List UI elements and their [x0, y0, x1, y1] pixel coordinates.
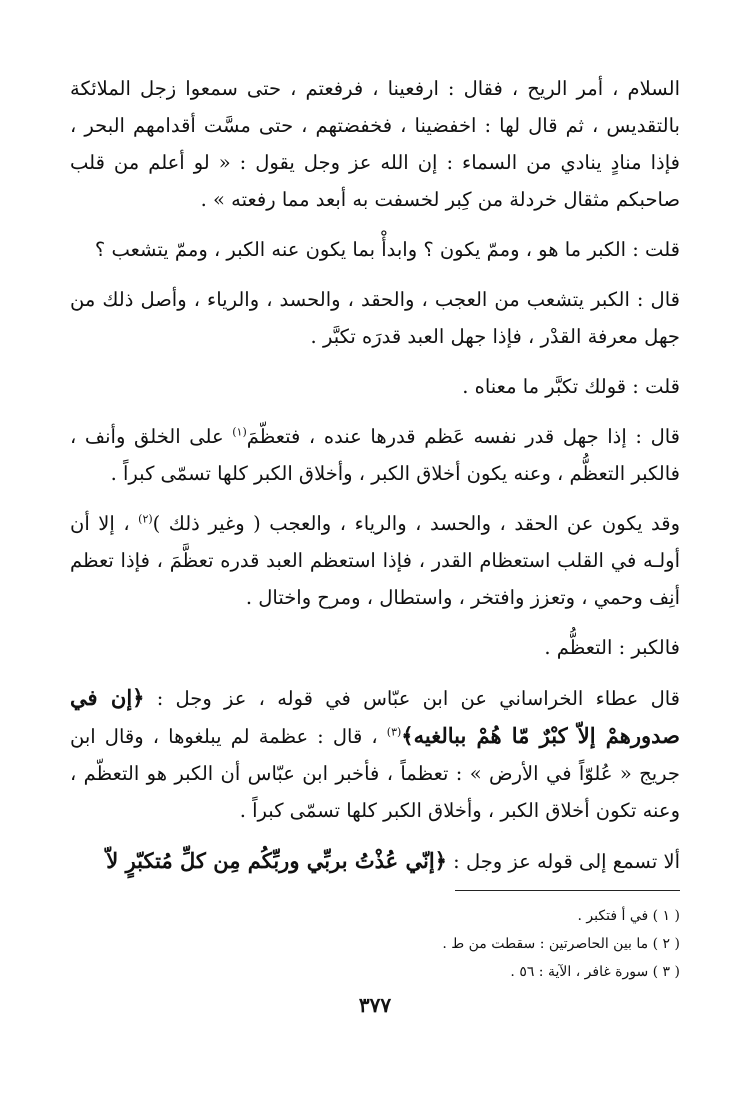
paragraph-2: قلت : الكبر ما هو ، وممّ يكون ؟ وابدأْ بما يكون عنه الكبر ، وممّ يتشعب ؟	[94, 238, 680, 261]
paragraph-9-text-a: ألا تسمع إلى قوله عز وجل :	[446, 850, 680, 873]
footnote-ref-2: (٢)	[138, 512, 153, 526]
page-number: ٣٧٧	[358, 993, 392, 1017]
paragraph-1: السلام ، أمر الريح ، فقال : ارفعينا ، فرفعتم ، حتى سمعوا زجل الملائكة بالتقديس ، ثم قال لها : اخفضينا ، فخفضتهم ، حتى مسَّت أقدامهم البحر ، فإذا منادٍ ينادي من السماء : إن الله عز وجل يقول : « لو أعلم من قلب صاحبكم مثقال خردلة من كِبر لخسفت به أبعد مما رفعته » .	[70, 77, 680, 211]
paragraph-7: فالكبر : التعظُّم .	[544, 636, 680, 659]
paragraph-6	[70, 505, 680, 616]
footnote-2: ( ٢ ) ما بين الحاصرتين : سقطت من ط .	[442, 936, 680, 952]
paragraph-3: قال : الكبر يتشعب من العجب ، والحقد ، والحسد ، والرياء ، وأصل ذلك من جهل معرفة القدْر ، فإذا جهل العبد قدرَه تكبَّر .	[70, 288, 680, 348]
footnote-divider	[455, 890, 680, 891]
paragraph-5-text-b: على الخلق وأنف ، فالكبر التعظُّم ، وعنه يكون أخلاق الكبر ، وأخلاق الكبر كلها تسمّى كبراً .	[70, 425, 680, 485]
footnote-3: ( ٣ ) سورة غافر ، الآية : ٥٦ .	[510, 964, 680, 980]
paragraph-9	[70, 842, 680, 880]
paragraph-8	[70, 679, 680, 829]
paragraph-6-text-b: ، إلا أن أولـه في القلب استعظام القدر ، فإذا استعظم العبد قدره تعظَّمَ ، فإذا تعظم أنِف وحمي ، وتعزز وافتخر ، واستطال ، ومرح واختال .	[70, 512, 680, 609]
paragraph-4: قلت : قولك تكبَّر ما معناه .	[462, 375, 680, 398]
paragraph-8-text-b: ، قال : عظمة لم يبلغوها ، وقال ابن جريج « عُلوّاً في الأرض » : تعظماً ، فأخبر ابن عبّاس أن الكبر هو التعظّم ، وعنه تكون أخلاق الكبر ، وأخلاق الكبر كلها تسمّى كبراً .	[70, 725, 680, 822]
paragraph-5	[70, 418, 680, 492]
footnote-1: ( ١ ) في أ فتكبر .	[577, 908, 680, 924]
quran-verse-2: ﴿إنّي عُذْتُ بربِّي وربِّكُم مِن كلِّ مُتكبّرٍ لاّ	[106, 848, 447, 873]
footnotes	[70, 902, 680, 986]
paragraph-8-text-a: قال عطاء الخراساني عن ابن عبّاس في قوله ، عز وجل :	[144, 687, 680, 710]
main-text	[70, 70, 680, 893]
paragraph-6-text-a: وقد يكون عن الحقد ، والحسد ، والرياء ، والعجب ( وغير ذلك )	[152, 512, 680, 535]
footnote-ref-1: (١)	[232, 425, 247, 439]
footnote-ref-3: (٣)	[386, 725, 402, 739]
quran-verse-1: ﴿إن في صدورهمْ إلاّ كبْرٌ مّا هُمْ ببالغيه﴾	[70, 685, 680, 748]
paragraph-5-text-a: قال : إذا جهل قدر نفسه عَظم قدرها عنده ، فتعظّمَ	[246, 425, 680, 448]
